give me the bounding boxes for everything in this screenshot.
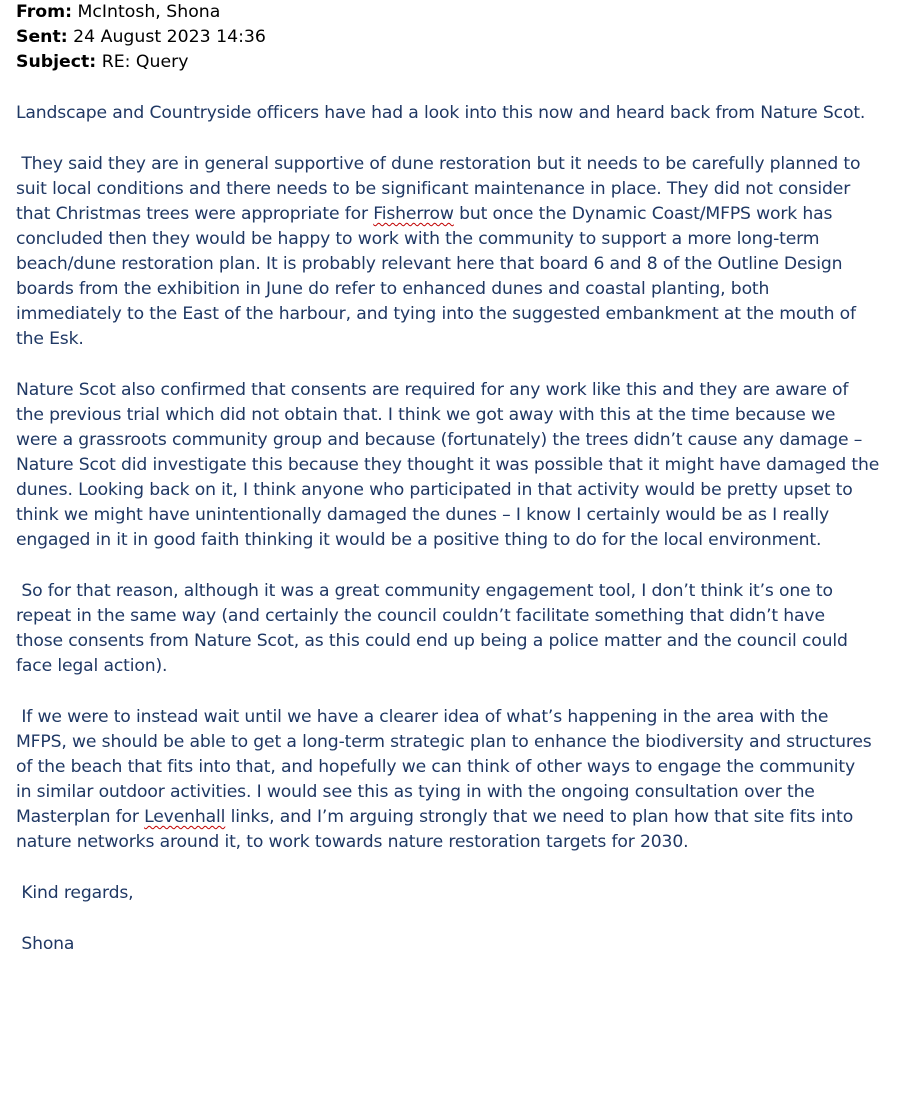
paragraph-line: Landscape and Countryside officers have had a look into this now and heard back from Nature Scot. [16,103,866,123]
paragraph-line: in similar outdoor activities. I would see this as tying in with the ongoing consultation over the [16,782,815,802]
paragraph-line: immediately to the East of the harbour, and tying into the suggested embankment at the mouth of [16,304,856,324]
sent-line [16,25,888,50]
email-header [16,0,888,75]
paragraph-line: So for that reason, although it was a great community engagement tool, I don’t think it’s one to [16,581,833,601]
paragraph-line: Nature Scot did investigate this because they thought it was possible that it might have damaged the [16,455,880,475]
paragraph-line: boards from the exhibition in June do refer to enhanced dunes and coastal planting, both [16,279,770,299]
paragraph-line: nature networks around it, to work towards nature restoration targets for 2030. [16,832,689,852]
subject-value: RE: Query [101,52,189,72]
email-body [16,75,888,957]
paragraph-line: suit local conditions and there needs to be significant maintenance in place. They did not consider [16,179,851,199]
subject-line [16,50,888,75]
email-message [16,0,888,957]
paragraph-1 [16,101,888,126]
paragraph-line: concluded then they would be happy to work with the community to support a more long-term [16,229,820,249]
spellcheck-flagged-word: Fisherrow [373,204,454,224]
closing-text: Kind regards, [16,883,134,903]
paragraph-line: If we were to instead wait until we have a clearer idea of what’s happening in the area with the [16,707,829,727]
paragraph-line: those consents from Nature Scot, as this could end up being a police matter and the council could [16,631,848,651]
paragraph-line: the Esk. [16,329,84,349]
paragraph-5 [16,705,888,855]
paragraph-line: the previous trial which did not obtain that. I think we got away with this at the time because we [16,405,836,425]
text-run: Masterplan for [16,807,145,827]
paragraph-line: of the beach that fits into that, and hopefully we can think of other ways to engage the community [16,757,855,777]
from-label: From: [16,2,73,22]
subject-label: Subject: [16,52,97,72]
closing [16,881,888,906]
paragraph-line: Nature Scot also confirmed that consents are required for any work like this and they are aware of [16,380,849,400]
paragraph-line: beach/dune restoration plan. It is probably relevant here that board 6 and 8 of the Outline Design [16,254,843,274]
paragraph-line: face legal action). [16,656,168,676]
from-value: McIntosh, Shona [77,2,221,22]
paragraph-line: think we might have unintentionally damaged the dunes – I know I certainly would be as I really [16,505,829,525]
text-run: links, and I’m arguing strongly that we need to plan how that site fits into [225,807,854,827]
sent-label: Sent: [16,27,68,47]
paragraph-line: engaged in it in good faith thinking it would be a positive thing to do for the local environment. [16,530,822,550]
text-run: that Christmas trees were appropriate for [16,204,374,224]
paragraph-4 [16,579,888,679]
paragraph-line: repeat in the same way (and certainly the council couldn’t facilitate something that didn’t have [16,606,825,626]
paragraph-line: They said they are in general supportive of dune restoration but it needs to be carefully planned to [16,154,861,174]
paragraph-3 [16,378,888,553]
spellcheck-flagged-word: Levenhall [144,807,226,827]
paragraph-line: were a grassroots community group and because (fortunately) the trees didn’t cause any damage – [16,430,863,450]
paragraph-line [16,805,888,830]
text-run: but once the Dynamic Coast/MFPS work has [453,204,833,224]
signature-name: Shona [16,934,75,954]
from-line [16,0,888,25]
paragraph-line: dunes. Looking back on it, I think anyone who participated in that activity would be pretty upset to [16,480,853,500]
sent-value: 24 August 2023 14:36 [73,27,266,47]
paragraph-line: MFPS, we should be able to get a long-term strategic plan to enhance the biodiversity and structures [16,732,872,752]
paragraph-line [16,202,888,227]
paragraph-2 [16,152,888,352]
signature [16,932,888,957]
